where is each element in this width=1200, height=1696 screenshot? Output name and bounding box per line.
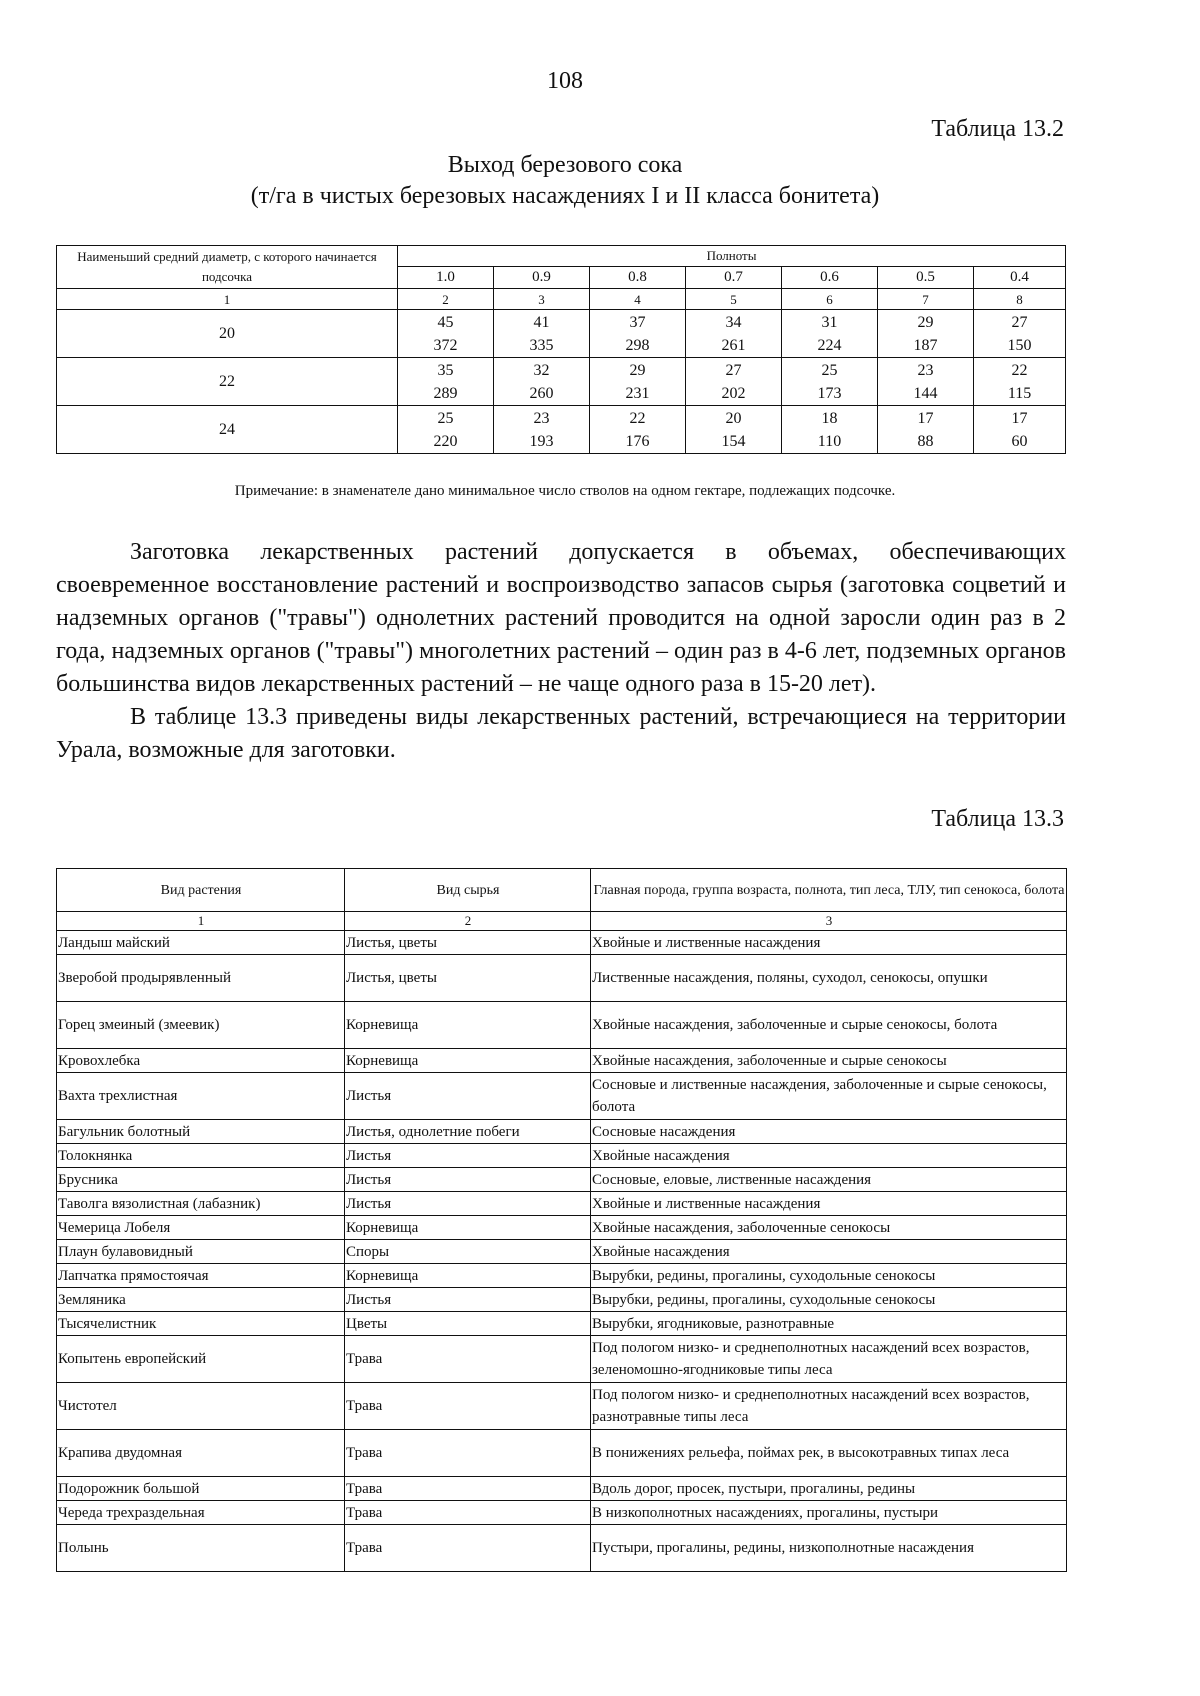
plant-name: Лапчатка прямостоячая — [57, 1264, 345, 1288]
yield-value: 45 — [437, 313, 454, 331]
density-header: 0.8 — [590, 267, 686, 289]
table-row — [57, 1312, 1067, 1336]
diameter-column-header: Наименьший средний диаметр, с которого начинается подсочка — [57, 246, 398, 289]
table-row — [57, 1192, 1067, 1216]
stem-count: 115 — [1007, 384, 1032, 402]
habitat: В низкополнотных насаждениях, прогалины, пустыри — [591, 1501, 1067, 1525]
column-number: 2 — [345, 912, 591, 931]
yield-cell — [686, 310, 782, 358]
stem-count: 173 — [817, 384, 842, 402]
plant-name: Багульник болотный — [57, 1120, 345, 1144]
column-number: 3 — [494, 289, 590, 310]
plant-name: Брусника — [57, 1168, 345, 1192]
stem-count: 261 — [721, 336, 746, 354]
plant-name: Земляника — [57, 1288, 345, 1312]
yield-value: 34 — [725, 313, 742, 331]
habitat: Пустыри, прогалины, редины, низкополнотные насаждения — [591, 1525, 1067, 1572]
habitat: Хвойные и лиственные насаждения — [591, 931, 1067, 955]
raw-material: Корневища — [345, 1002, 591, 1049]
raw-material: Трава — [345, 1336, 591, 1383]
yield-cell — [782, 310, 878, 358]
table-row — [57, 310, 1066, 358]
table-row — [57, 1216, 1067, 1240]
plant-name: Полынь — [57, 1525, 345, 1572]
raw-material: Корневища — [345, 1216, 591, 1240]
plant-name: Тысячелистник — [57, 1312, 345, 1336]
density-header: 0.7 — [686, 267, 782, 289]
table-13-2-label: Таблица 13.2 — [931, 116, 1064, 142]
raw-material: Трава — [345, 1383, 591, 1430]
yield-cell — [398, 310, 494, 358]
stem-count: 154 — [721, 432, 746, 450]
yield-cell — [494, 310, 590, 358]
table-row — [57, 931, 1067, 955]
yield-value: 25 — [821, 361, 838, 379]
density-group-header: Полноты — [398, 246, 1066, 267]
yield-cell — [686, 406, 782, 454]
column-header: Вид сырья — [345, 869, 591, 912]
habitat: Вырубки, редины, прогалины, суходольные сенокосы — [591, 1264, 1067, 1288]
plant-name: Зверобой продырявленный — [57, 955, 345, 1002]
plant-name: Крапива двудомная — [57, 1430, 345, 1477]
habitat: Вдоль дорог, просек, пустыри, прогалины, редины — [591, 1477, 1067, 1501]
stem-count: 60 — [1011, 432, 1028, 450]
habitat: В понижениях рельефа, поймах рек, в высокотравных типах леса — [591, 1430, 1067, 1477]
plant-name: Таволга вязолистная (лабазник) — [57, 1192, 345, 1216]
habitat: Сосновые насаждения — [591, 1120, 1067, 1144]
table-13-2-title — [0, 150, 1130, 212]
table-row — [57, 1501, 1067, 1525]
column-number: 5 — [686, 289, 782, 310]
raw-material: Листья — [345, 1144, 591, 1168]
table-row — [57, 358, 1066, 406]
habitat: Сосновые, еловые, лиственные насаждения — [591, 1168, 1067, 1192]
stem-count: 193 — [529, 432, 554, 450]
yield-value: 31 — [821, 313, 838, 331]
table-row — [57, 1002, 1067, 1049]
column-number: 8 — [974, 289, 1066, 310]
table-row — [57, 1120, 1067, 1144]
yield-cell — [686, 358, 782, 406]
habitat: Под пологом низко- и среднеполнотных насаждений всех возрастов, зеленомошно-ягодниковые типы леса — [591, 1336, 1067, 1383]
yield-cell — [782, 406, 878, 454]
density-header: 0.6 — [782, 267, 878, 289]
plant-name: Череда трехраздельная — [57, 1501, 345, 1525]
body-text — [56, 536, 1066, 767]
habitat: Хвойные насаждения, заболоченные сенокосы — [591, 1216, 1067, 1240]
stem-count: 298 — [625, 336, 650, 354]
table-row — [57, 1264, 1067, 1288]
table-row — [57, 955, 1067, 1002]
diameter-cell: 24 — [57, 406, 398, 454]
table-row — [57, 406, 1066, 454]
column-number: 1 — [57, 289, 398, 310]
plant-name: Кровохлебка — [57, 1049, 345, 1073]
yield-cell — [590, 406, 686, 454]
table-row — [57, 1288, 1067, 1312]
yield-value: 29 — [917, 313, 934, 331]
table-row — [57, 1144, 1067, 1168]
table-row — [57, 1525, 1067, 1572]
plant-name: Толокнянка — [57, 1144, 345, 1168]
stem-count: 224 — [817, 336, 842, 354]
table-row — [57, 1477, 1067, 1501]
raw-material: Листья, цветы — [345, 931, 591, 955]
habitat: Вырубки, редины, прогалины, суходольные сенокосы — [591, 1288, 1067, 1312]
yield-value: 32 — [533, 361, 550, 379]
yield-cell — [878, 310, 974, 358]
yield-value: 25 — [437, 409, 454, 427]
yield-cell — [974, 406, 1066, 454]
density-header: 1.0 — [398, 267, 494, 289]
density-header: 0.4 — [974, 267, 1066, 289]
raw-material: Листья — [345, 1168, 591, 1192]
stem-count: 144 — [913, 384, 938, 402]
column-header: Главная порода, группа возраста, полнота, тип леса, ТЛУ, тип сенокоса, болота — [591, 869, 1067, 912]
yield-cell — [878, 406, 974, 454]
diameter-cell: 20 — [57, 310, 398, 358]
yield-value: 41 — [533, 313, 550, 331]
table-row — [57, 1240, 1067, 1264]
yield-value: 20 — [725, 409, 742, 427]
yield-value: 22 — [1011, 361, 1028, 379]
yield-value: 37 — [629, 313, 646, 331]
raw-material: Листья — [345, 1073, 591, 1120]
table-row — [57, 1168, 1067, 1192]
plant-name: Подорожник большой — [57, 1477, 345, 1501]
column-number: 2 — [398, 289, 494, 310]
raw-material: Листья — [345, 1192, 591, 1216]
column-number: 6 — [782, 289, 878, 310]
yield-cell — [590, 358, 686, 406]
yield-cell — [398, 406, 494, 454]
table-row — [57, 1430, 1067, 1477]
table-row — [57, 1049, 1067, 1073]
column-number: 1 — [57, 912, 345, 931]
habitat: Лиственные насаждения, поляны, суходол, сенокосы, опушки — [591, 955, 1067, 1002]
stem-count: 231 — [625, 384, 650, 402]
raw-material: Корневища — [345, 1049, 591, 1073]
yield-value: 27 — [1011, 313, 1028, 331]
birch-sap-table — [56, 245, 1066, 454]
paragraph-2: В таблице 13.3 приведены виды лекарственных растений, встречающиеся на территории Урала, возможные для заготовки. — [56, 704, 1066, 763]
habitat: Сосновые и лиственные насаждения, заболоченные и сырые сенокосы, болота — [591, 1073, 1067, 1120]
yield-value: 27 — [725, 361, 742, 379]
yield-value: 22 — [629, 409, 646, 427]
yield-cell — [494, 406, 590, 454]
plant-name: Чемерица Лобеля — [57, 1216, 345, 1240]
yield-cell — [878, 358, 974, 406]
raw-material: Листья, цветы — [345, 955, 591, 1002]
density-header: 0.5 — [878, 267, 974, 289]
column-number: 7 — [878, 289, 974, 310]
stem-count: 110 — [817, 432, 842, 450]
stem-count: 335 — [529, 336, 554, 354]
stem-count: 150 — [1007, 336, 1032, 354]
plant-name: Плаун булавовидный — [57, 1240, 345, 1264]
raw-material: Трава — [345, 1525, 591, 1572]
column-number: 4 — [590, 289, 686, 310]
yield-cell — [398, 358, 494, 406]
habitat: Под пологом низко- и среднеполнотных насаждений всех возрастов, разнотравные типы леса — [591, 1383, 1067, 1430]
yield-value: 23 — [917, 361, 934, 379]
stem-count: 220 — [433, 432, 458, 450]
paragraph-1: Заготовка лекарственных растений допускается в объемах, обеспечивающих своевременное восстановление растений и воспроизводство запасов сырья (заготовка соцветий и надземных органов ("травы") однолетних растений проводится на одной заросли один раз в 2 года, надземных органов ("травы") многолетних растений – один раз в 4-6 лет, подземных органов большинства видов лекарственных растений – не чаще одного раза в 15-20 лет). — [56, 539, 1066, 697]
column-header: Вид растения — [57, 869, 345, 912]
raw-material: Споры — [345, 1240, 591, 1264]
habitat: Хвойные насаждения, заболоченные и сырые сенокосы — [591, 1049, 1067, 1073]
yield-value: 35 — [437, 361, 454, 379]
stem-count: 88 — [917, 432, 934, 450]
yield-value: 17 — [917, 409, 934, 427]
medicinal-plants-table — [56, 868, 1067, 1572]
table-13-3-label: Таблица 13.3 — [931, 806, 1064, 832]
raw-material: Трава — [345, 1501, 591, 1525]
raw-material: Трава — [345, 1430, 591, 1477]
page-number: 108 — [547, 68, 583, 94]
yield-cell — [494, 358, 590, 406]
plant-name: Горец змеиный (змеевик) — [57, 1002, 345, 1049]
stem-count: 176 — [625, 432, 650, 450]
table-13-2-title-line2: (т/га в чистых березовых насаждениях I и II класса бонитета) — [250, 183, 880, 209]
table-row — [57, 1383, 1067, 1430]
table-row — [57, 1073, 1067, 1120]
stem-count: 289 — [433, 384, 458, 402]
raw-material: Листья — [345, 1288, 591, 1312]
yield-value: 23 — [533, 409, 550, 427]
habitat: Хвойные насаждения, заболоченные и сырые сенокосы, болота — [591, 1002, 1067, 1049]
raw-material: Трава — [345, 1477, 591, 1501]
stem-count: 202 — [721, 384, 746, 402]
yield-cell — [974, 358, 1066, 406]
plant-name: Копытень европейский — [57, 1336, 345, 1383]
yield-value: 29 — [629, 361, 646, 379]
plant-name: Ландыш майский — [57, 931, 345, 955]
stem-count: 187 — [913, 336, 938, 354]
table-13-2-title-line1: Выход березового сока — [447, 152, 683, 178]
yield-value: 17 — [1011, 409, 1028, 427]
density-header: 0.9 — [494, 267, 590, 289]
stem-count: 260 — [529, 384, 554, 402]
habitat: Хвойные насаждения — [591, 1240, 1067, 1264]
yield-cell — [974, 310, 1066, 358]
habitat: Хвойные и лиственные насаждения — [591, 1192, 1067, 1216]
diameter-cell: 22 — [57, 358, 398, 406]
column-number: 3 — [591, 912, 1067, 931]
raw-material: Листья, однолетние побеги — [345, 1120, 591, 1144]
stem-count: 372 — [433, 336, 458, 354]
table-13-2-note: Примечание: в знаменателе дано минимальное число стволов на одном гектаре, подлежащих подсочке. — [234, 483, 896, 499]
habitat: Вырубки, ягодниковые, разнотравные — [591, 1312, 1067, 1336]
raw-material: Цветы — [345, 1312, 591, 1336]
yield-cell — [590, 310, 686, 358]
raw-material: Корневища — [345, 1264, 591, 1288]
plant-name: Чистотел — [57, 1383, 345, 1430]
table-row — [57, 1336, 1067, 1383]
plant-name: Вахта трехлистная — [57, 1073, 345, 1120]
yield-cell — [782, 358, 878, 406]
yield-value: 18 — [821, 409, 838, 427]
habitat: Хвойные насаждения — [591, 1144, 1067, 1168]
